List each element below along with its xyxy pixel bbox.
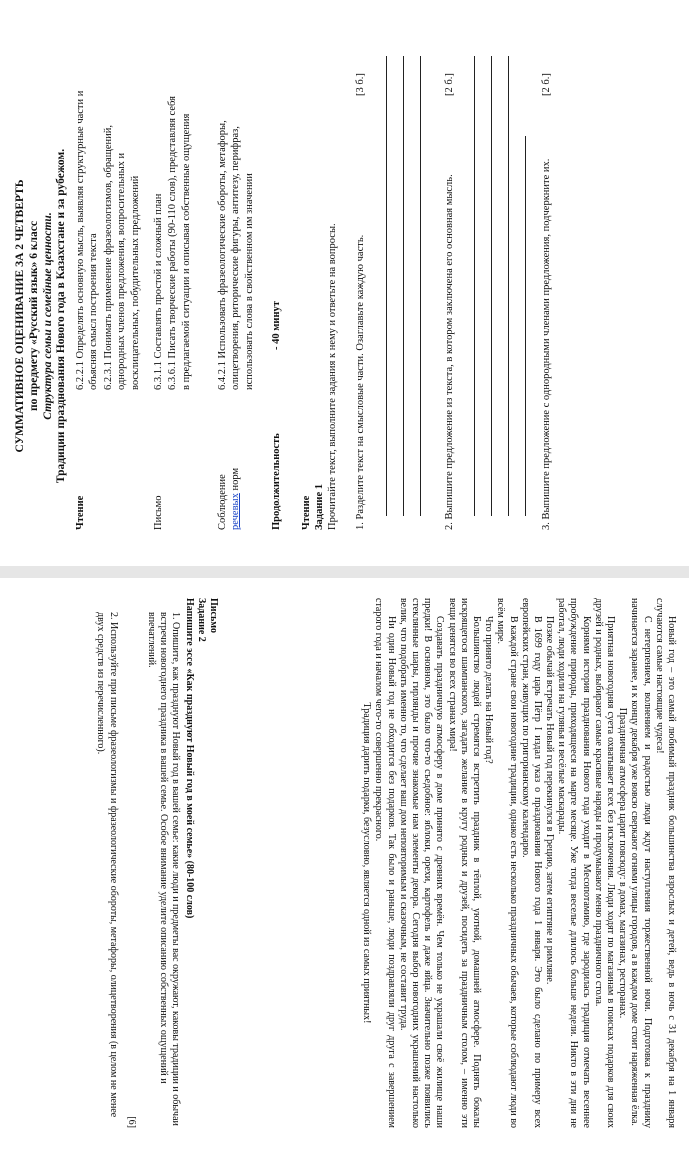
task1-heading: Задание 1 <box>314 484 326 530</box>
text-paragraph: Праздничная атмосфера царит повсюду: в домах, магазинах, ресторанах. <box>617 707 629 1019</box>
score-task2: [6] <box>125 1116 137 1128</box>
answer-line[interactable] <box>420 56 421 516</box>
reading-heading: Чтение <box>301 495 312 530</box>
reading-label: Чтение <box>75 495 86 530</box>
topic-line: Традиции празднования Нового года в Казахстане и за рубежом. <box>55 148 68 484</box>
answer-line[interactable] <box>403 56 404 516</box>
text-paragraph: Позже обычай встречать Новый год перекинулся в Грецию, затем египтяне и римляне. <box>544 616 556 985</box>
answer-line[interactable] <box>386 56 387 516</box>
text-paragraph: Создавать праздничную атмосферу в доме принято с древних времён. Чем только не украшали своё жилище наши предки! В основном, это было что-то съедобное: яблоки, орехи, картофель и даже яйца. Значительно позже появились стеклянные шары, гирлянды и прочие знакомые нам элементы декора. Сегодня выбор новогодних украшений настолько велик, что подобрать именно то, что сделает ваш дом неповторимым и сказочным, не составит труда. <box>397 598 446 1128</box>
text-paragraph: Ни один Новый год не обходится без подарков. Так было и раньше, люди поздравляли друг друга с завершением старого года и началом чего-то совершенно прекрасного. <box>373 598 397 1128</box>
goal-text: 6.3.6.1 Писать творческие работы (90-110 слов), представляя себя в предлагаемой ситуации и описывая собственные ощущения <box>167 96 192 390</box>
page-separator <box>0 566 689 578</box>
reading-goals <box>74 90 143 390</box>
duration-label: Продолжительность <box>271 433 282 530</box>
text-paragraph: В каждой стране свои новогодние традиции, однако есть несколько праздничных обычаев, которые соблюдают люди во всём мире. <box>495 598 519 1128</box>
text-paragraph: Приятная новогодняя суета охватывает всех без исключения. Люди ходят по магазинам в поисках подарков для своих друзей и родных, выбирают самые красивые наряды и продумывают меню праздничного стола. <box>592 598 617 1128</box>
task2-heading: Задание 2 <box>195 598 207 642</box>
norms-link[interactable]: речевых <box>230 493 242 530</box>
score-q3: [2 б.] <box>541 73 552 96</box>
norms-label <box>216 435 242 530</box>
task2-item-1: 1. Опишите, как празднуют Новый год в вашей семье: какие люди и предметы вас окружают, каковы традиции и обычаи встречи новогоднего праздника в вашей семье. Особое внимание уделите описанию собственных ощущений и впечатлений. <box>146 612 182 1126</box>
writing-goals <box>152 90 194 390</box>
text-paragraph: Что принято делать на Новый год? <box>483 616 495 764</box>
writing-section <box>94 598 219 1128</box>
answer-line[interactable] <box>525 136 526 516</box>
answer-line[interactable] <box>474 56 475 516</box>
reading-text <box>360 598 677 1128</box>
page-1 <box>0 0 689 566</box>
subtitle-line: по предмету «Русский язык» 6 класс <box>27 221 40 411</box>
writing-label: Письмо <box>153 495 164 530</box>
text-paragraph: Корнями история празднования Нового года уходит в Месопотамию, где зародилась традиция отмечать весеннее пробуждение природы, приходящееся на марте месяце. Уже тогда веселье длилось больше недели. Никто в эти дни не работал, люди ходили на гулянья и весёлые маскарады. <box>556 598 592 1128</box>
question-1: 1. Разделите текст на смысловые части. Озаглавьте каждую часть. <box>355 234 366 530</box>
text-paragraph: Новый год – это самый любимый праздник большинства взрослых и детей, ведь в ночь с 31 декабря на 1 января случаются самые настоящие чудеса! <box>653 598 677 1128</box>
goal-text: 6.2.3.1 Понимать применение фразеологизмов, обращений, однородных членов предложения, вопросительных и восклицательных, побудительных предложений <box>102 124 141 390</box>
question-3: 3. Выпишите предложение с однородными членами предложения, подчеркните их. <box>541 158 552 530</box>
answer-line[interactable] <box>491 56 492 516</box>
answer-line[interactable] <box>508 56 509 516</box>
document-title <box>14 86 69 546</box>
goal-text: 6.3.1.1 Составлять простой и сложный план <box>153 193 164 390</box>
task2-item-2: 2. Используйте при письме фразеологизмы и фразеологические обороты, метафоры, олицетворения (в целом не менее двух средств из перечисленного). <box>95 612 119 1118</box>
question-2: 2. Выпишите предложение из текста, в котором заключена его основная мысль. <box>444 174 455 530</box>
score-q2: [2 б.] <box>444 73 455 96</box>
page-2 <box>0 578 689 1154</box>
page-2-rotated-content <box>0 578 689 1154</box>
goal-text: 6.2.2.1 Определять основную мысль, выявляя структурные части и объясняя смысл построения текста <box>75 90 100 390</box>
reading-section <box>300 60 339 530</box>
norms-goal: 6.4.2.1 Использовать фразеологические обороты, метафоры, олицетворения, риторические фигуры, антитезу, перифраз, использовать слова в свойственном им значении <box>217 120 255 390</box>
page-1-rotated-content <box>0 0 689 566</box>
writing-heading: Письмо <box>208 598 219 633</box>
norms-label-text: Соблюдение <box>217 474 228 530</box>
text-paragraph: Традиция дарить подарки, безусловно, является одной из самых приятных! <box>361 702 373 1024</box>
duration-value: - 40 минут <box>271 301 282 350</box>
text-paragraph: С нетерпением, волнением и радостью люди ждут наступления торжественной ночи. Подготовка к празднику начинается заранее, и к концу декабря уже вовсю сверкают огнями улицы городов, а в каждом доме стоит наряженная ёлка. <box>629 598 653 1128</box>
text-paragraph: Большинство людей стремятся встретить праздник в тёплой, уютной, домашней атмосфере. Поднять бокалы искрящегося шампанского, загадать желание в кругу родных и друзей, посидеть за праздничным столом, – именно эти вещи ценятся во всех странах мира! <box>446 598 482 1128</box>
norms-label-text: норм <box>230 467 242 491</box>
task1-intro: Прочитайте текст, выполните задания к нему и ответьте на вопросы. <box>327 223 339 530</box>
title-line: СУММАТИВНОЕ ОЦЕНИВАНИЕ ЗА 2 ЧЕТВЕРТЬ <box>14 179 26 453</box>
task2-prompt: Напишите эссе «Как празднуют Новый год в моей семье» (80-100 слов) <box>183 598 195 919</box>
score-q1: [3 б.] <box>355 73 366 96</box>
text-paragraph: В 1699 году царь Пётр I издал указ о праздновании Нового года 1 января. Это было сделано по примеру всех европейских стран, живущих по григорианскому календарю. <box>519 598 543 1128</box>
topic-line: Структура семьи и семейные ценности. <box>41 212 54 420</box>
